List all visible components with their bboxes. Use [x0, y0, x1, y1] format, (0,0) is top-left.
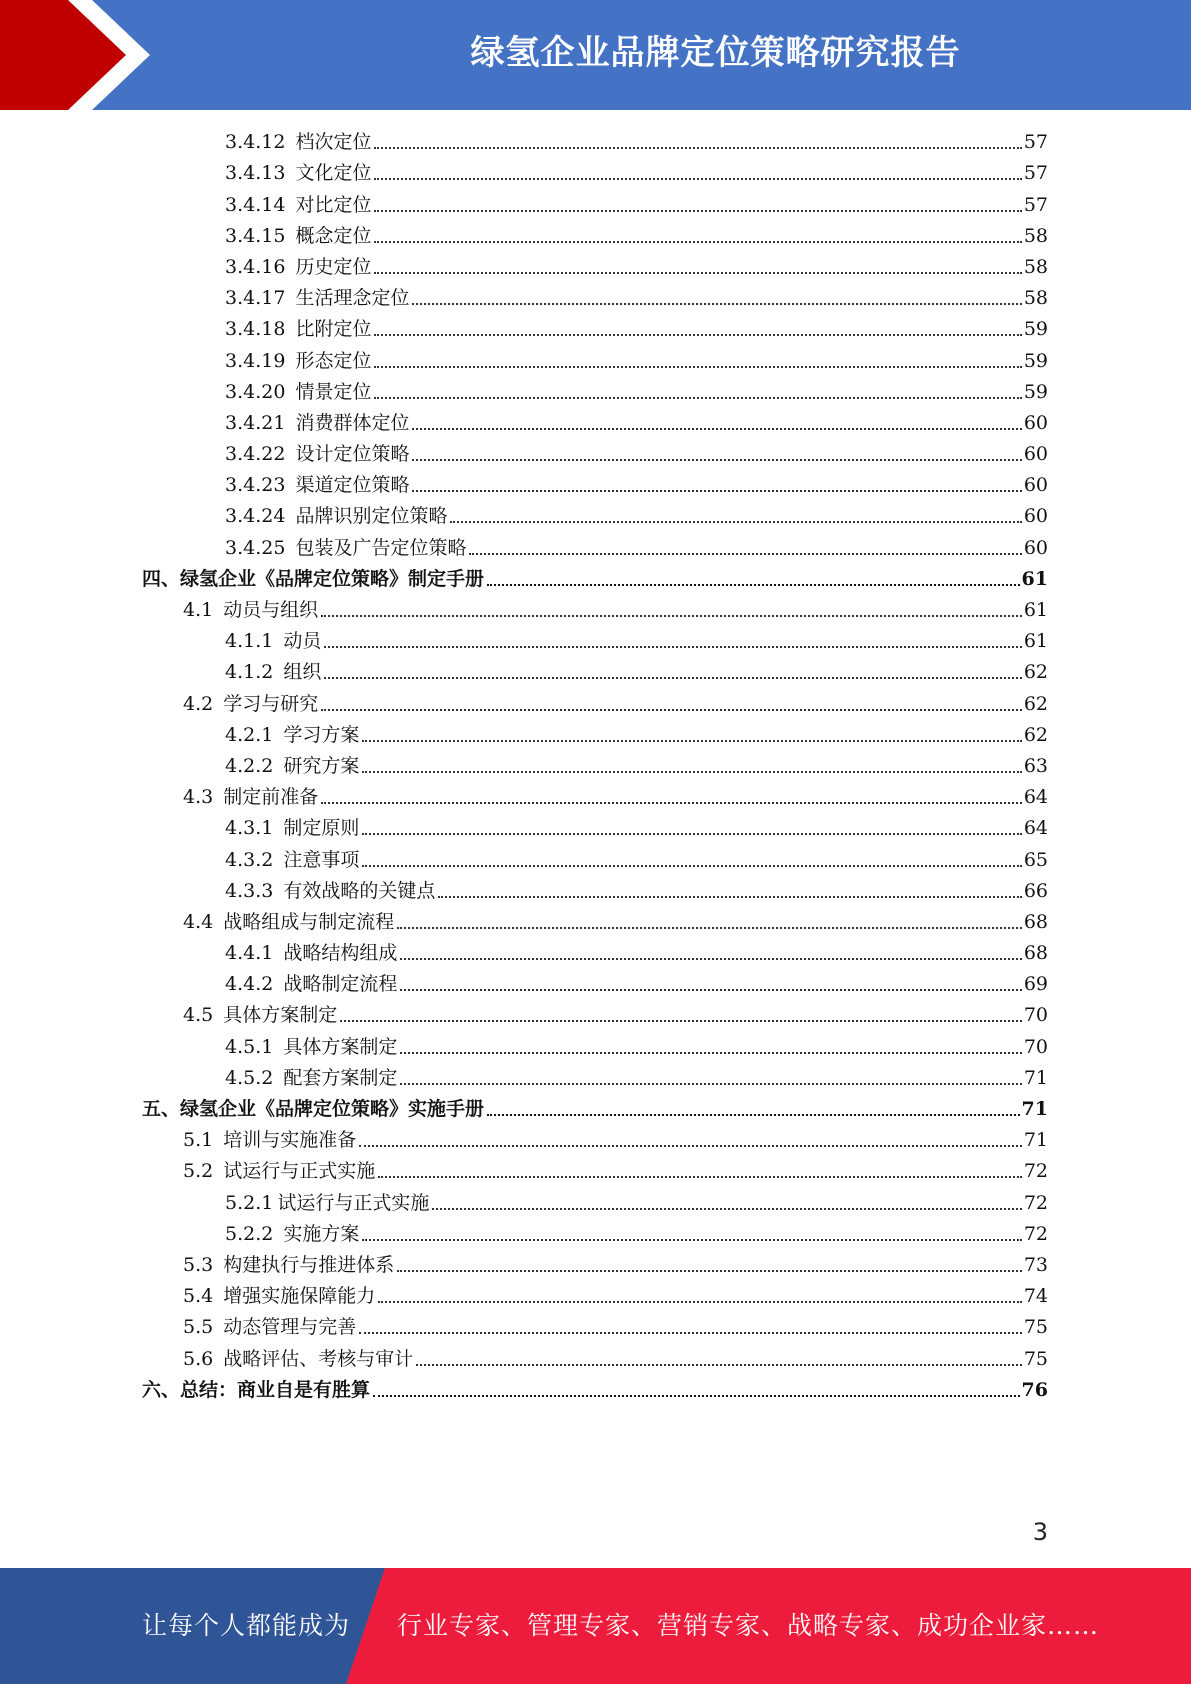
toc-entry-number: 5.6 — [183, 1347, 214, 1370]
toc-entry-line — [225, 660, 1048, 684]
toc-entry-number: 4.4 — [183, 910, 214, 933]
toc-entry-label: 增强实施保障能力 — [223, 1285, 376, 1308]
toc-entry-label: 试运行与正式实施 — [223, 1160, 376, 1183]
toc-entry-label: 文化定位 — [295, 162, 372, 185]
toc-entry-line — [225, 193, 1048, 217]
toc-entry-label: 动员 — [283, 630, 322, 653]
toc-entry[interactable] — [0, 875, 1191, 906]
toc-entry[interactable] — [0, 1218, 1191, 1249]
toc-entry-number: 3.4.14 — [225, 193, 286, 216]
toc-entry-number: 3.4.21 — [225, 411, 286, 434]
page-number: 3 — [1032, 1518, 1048, 1546]
toc-entry-page: 60 — [1023, 443, 1048, 466]
toc-entry-line — [183, 598, 1048, 622]
toc-entry[interactable] — [0, 1124, 1191, 1155]
toc-entry-line — [183, 1159, 1048, 1183]
toc-entry-line — [225, 972, 1048, 996]
toc-entry-line — [183, 1347, 1048, 1371]
toc-entry-page: 59 — [1023, 380, 1048, 403]
toc-entry-number: 5.1 — [183, 1129, 214, 1152]
toc-entry-line — [225, 629, 1048, 653]
toc-entry-line — [183, 1315, 1048, 1339]
toc-entry-number: 4.2.2 — [225, 754, 274, 777]
toc-entry-number: 4.5 — [183, 1004, 214, 1027]
toc-entry-line — [183, 785, 1048, 809]
toc-entry[interactable] — [0, 376, 1191, 407]
toc-entry-label: 制定原则 — [283, 817, 360, 840]
toc-entry-line — [183, 1253, 1048, 1277]
toc-entry-number: 4.3.3 — [225, 879, 274, 902]
toc-entry-page: 71 — [1021, 1098, 1048, 1120]
toc-entry-page: 60 — [1023, 411, 1048, 434]
table-of-contents — [0, 126, 1191, 1405]
toc-entry-number: 3.4.18 — [225, 318, 286, 341]
toc-entry-line — [225, 380, 1048, 404]
toc-dot-leader — [412, 459, 1021, 461]
toc-entry-line — [225, 286, 1048, 310]
toc-entry-number: 4.4.2 — [225, 973, 274, 996]
toc-entry[interactable] — [0, 282, 1191, 313]
toc-entry[interactable] — [0, 1186, 1191, 1217]
toc-dot-leader — [359, 1145, 1022, 1147]
toc-entry-number: 5.5 — [183, 1316, 214, 1339]
toc-entry-label: 形态定位 — [295, 349, 372, 372]
toc-dot-leader — [378, 1176, 1022, 1178]
toc-entry-page: 64 — [1023, 786, 1048, 809]
toc-entry[interactable] — [0, 407, 1191, 438]
toc-entry-number: 4.5.2 — [225, 1066, 274, 1089]
toc-entry-line — [183, 1284, 1048, 1308]
toc-entry[interactable] — [0, 594, 1191, 625]
toc-entry-label: 渠道定位策略 — [295, 474, 410, 497]
toc-entry-line — [225, 161, 1048, 185]
toc-entry-line — [183, 1003, 1048, 1027]
toc-entry-line — [142, 1097, 1048, 1121]
toc-entry[interactable] — [0, 812, 1191, 843]
toc-entry-number: 3.4.17 — [225, 287, 286, 310]
toc-entry-label: 比附定位 — [295, 318, 372, 341]
toc-entry[interactable] — [0, 843, 1191, 874]
toc-entry-page: 61 — [1023, 599, 1048, 621]
toc-entry-page: 76 — [1021, 1378, 1048, 1401]
toc-entry[interactable] — [0, 126, 1191, 157]
toc-dot-leader — [362, 865, 1021, 867]
toc-entry-page: 69 — [1023, 973, 1048, 996]
toc-entry-line — [225, 941, 1048, 965]
toc-entry-number: 4.2.1 — [225, 723, 274, 746]
toc-dot-leader — [438, 896, 1021, 898]
toc-entry-page: 57 — [1023, 193, 1048, 216]
toc-entry-number: 4.2 — [183, 692, 214, 715]
toc-entry-label: 组织 — [283, 661, 322, 684]
toc-dot-leader — [378, 1301, 1022, 1303]
toc-entry-label: 概念定位 — [295, 224, 372, 247]
toc-entry[interactable] — [0, 157, 1191, 188]
toc-entry-label: 品牌识别定位策略 — [295, 505, 448, 528]
toc-dot-leader — [362, 771, 1021, 773]
toc-entry[interactable] — [0, 1280, 1191, 1311]
toc-entry-line — [225, 1035, 1048, 1059]
toc-entry-page: 72 — [1023, 1222, 1048, 1245]
toc-entry-label: 对比定位 — [295, 193, 372, 216]
toc-dot-leader — [362, 740, 1021, 742]
toc-dot-leader — [412, 428, 1021, 430]
toc-dot-leader — [324, 677, 1021, 679]
toc-dot-leader — [450, 521, 1021, 523]
toc-dot-leader — [487, 584, 1020, 586]
toc-entry-label: 四、绿氢企业《品牌定位策略》制定手册 — [142, 567, 485, 590]
toc-entry-page: 74 — [1023, 1285, 1048, 1308]
toc-dot-leader — [359, 1332, 1022, 1334]
toc-dot-leader — [324, 646, 1021, 648]
toc-entry-number: 3.4.19 — [225, 349, 286, 372]
toc-entry-page: 72 — [1023, 1160, 1048, 1183]
toc-entry-label: 消费群体定位 — [295, 411, 410, 434]
toc-entry-number: 4.4.1 — [225, 942, 274, 965]
toc-entry-number: 3.4.13 — [225, 162, 286, 185]
toc-entry-page: 62 — [1023, 723, 1048, 746]
toc-entry-line — [225, 723, 1048, 747]
toc-entry-number: 3.4.12 — [225, 131, 286, 154]
toc-entry-page: 59 — [1023, 318, 1048, 341]
toc-entry-label: 培训与实施准备 — [223, 1129, 357, 1152]
toc-entry[interactable] — [0, 1342, 1191, 1373]
toc-dot-leader — [374, 147, 1021, 149]
toc-entry[interactable] — [0, 999, 1191, 1030]
toc-entry-line — [142, 567, 1048, 591]
toc-entry-page: 58 — [1023, 224, 1048, 247]
toc-entry-line — [225, 1222, 1048, 1246]
toc-dot-leader — [400, 1052, 1021, 1054]
toc-dot-leader — [400, 989, 1021, 991]
toc-dot-leader — [374, 334, 1021, 336]
toc-entry-page: 60 — [1023, 505, 1048, 528]
toc-entry-number: 3.4.23 — [225, 474, 286, 497]
toc-dot-leader — [397, 1270, 1022, 1272]
toc-entry-label: 学习方案 — [283, 723, 360, 746]
toc-entry-page: 58 — [1023, 255, 1048, 278]
toc-dot-leader — [321, 615, 1022, 617]
toc-dot-leader — [374, 210, 1021, 212]
toc-entry[interactable] — [0, 531, 1191, 562]
toc-entry[interactable] — [0, 313, 1191, 344]
toc-entry[interactable] — [0, 1155, 1191, 1186]
toc-entry-number: 5.2.1 — [225, 1191, 274, 1214]
toc-dot-leader — [397, 927, 1022, 929]
toc-entry-line — [183, 692, 1048, 716]
footer-slogan-left: 让每个人都能成为 — [142, 1611, 351, 1640]
toc-entry-label: 制定前准备 — [223, 786, 319, 809]
toc-entry[interactable] — [0, 968, 1191, 999]
toc-entry-page: 58 — [1023, 287, 1048, 310]
toc-entry-page: 70 — [1023, 1035, 1048, 1058]
toc-entry-label: 战略组成与制定流程 — [223, 910, 395, 933]
toc-entry[interactable] — [0, 188, 1191, 219]
footer-slogan-right: 行业专家、管理专家、营销专家、战略专家、成功企业家…… — [397, 1611, 1100, 1640]
toc-entry-line — [183, 910, 1048, 934]
toc-entry-label: 动态管理与完善 — [223, 1316, 357, 1339]
toc-entry[interactable] — [0, 344, 1191, 375]
toc-entry-label: 试运行与正式实施 — [277, 1191, 430, 1214]
toc-entry-number: 4.3.2 — [225, 848, 274, 871]
toc-entry-page: 68 — [1023, 942, 1048, 965]
toc-entry-line — [225, 536, 1048, 560]
toc-entry[interactable] — [0, 1249, 1191, 1280]
toc-dot-leader — [416, 1364, 1022, 1366]
toc-entry-label: 六、总结：商业自是有胜算 — [142, 1378, 371, 1401]
toc-entry-page: 62 — [1023, 692, 1048, 715]
toc-dot-leader — [374, 178, 1021, 180]
toc-entry-label: 五、绿氢企业《品牌定位策略》实施手册 — [142, 1098, 485, 1120]
toc-entry-page: 72 — [1023, 1191, 1048, 1214]
toc-entry-line — [225, 255, 1048, 279]
toc-entry-page: 62 — [1023, 661, 1048, 684]
toc-entry-label: 配套方案制定 — [283, 1066, 398, 1089]
toc-dot-leader — [374, 272, 1021, 274]
toc-dot-leader — [374, 366, 1021, 368]
toc-entry-page: 68 — [1023, 910, 1048, 933]
toc-entry-number: 3.4.25 — [225, 536, 286, 559]
toc-entry[interactable] — [0, 220, 1191, 251]
toc-entry-number: 3.4.15 — [225, 224, 286, 247]
toc-entry-label: 具体方案制定 — [223, 1004, 338, 1027]
toc-entry-number: 3.4.16 — [225, 255, 286, 278]
toc-entry-number: 5.2.2 — [225, 1222, 274, 1245]
toc-entry-label: 战略评估、考核与审计 — [223, 1347, 414, 1370]
toc-entry-line — [225, 473, 1048, 497]
toc-entry-line — [225, 754, 1048, 778]
toc-dot-leader — [412, 490, 1021, 492]
toc-entry-page: 60 — [1023, 536, 1048, 559]
toc-entry-label: 设计定位策略 — [295, 443, 410, 466]
toc-entry-page: 59 — [1023, 349, 1048, 372]
toc-entry-page: 60 — [1023, 474, 1048, 497]
toc-entry-label: 情景定位 — [295, 380, 372, 403]
toc-entry-number: 5.4 — [183, 1285, 214, 1308]
toc-entry-number: 4.1 — [183, 599, 214, 621]
document-title: 绿氢企业品牌定位策略研究报告 — [470, 33, 961, 73]
toc-dot-leader — [340, 1020, 1022, 1022]
toc-entry[interactable] — [0, 1062, 1191, 1093]
toc-entry-label: 档次定位 — [295, 131, 372, 154]
toc-entry-page: 63 — [1023, 754, 1048, 777]
toc-entry[interactable] — [0, 937, 1191, 968]
toc-dot-leader — [400, 958, 1021, 960]
toc-entry[interactable] — [0, 906, 1191, 937]
toc-entry-page: 57 — [1023, 162, 1048, 185]
toc-entry-page: 61 — [1023, 630, 1048, 653]
toc-entry-line — [183, 1128, 1048, 1152]
toc-entry-label: 注意事项 — [283, 848, 360, 871]
toc-dot-leader — [321, 709, 1022, 711]
toc-entry-line — [225, 1191, 1048, 1215]
toc-entry[interactable] — [0, 1374, 1191, 1405]
toc-entry-line — [225, 130, 1048, 154]
toc-entry-line — [225, 816, 1048, 840]
toc-entry[interactable] — [0, 1030, 1191, 1061]
toc-entry-line — [225, 879, 1048, 903]
toc-entry-line — [225, 848, 1048, 872]
toc-entry-page: 57 — [1023, 131, 1048, 154]
toc-dot-leader — [432, 1208, 1021, 1210]
toc-entry-number: 3.4.20 — [225, 380, 286, 403]
toc-entry-number: 4.3.1 — [225, 817, 274, 840]
toc-entry[interactable] — [0, 687, 1191, 718]
toc-entry[interactable] — [0, 1311, 1191, 1342]
toc-dot-leader — [374, 241, 1021, 243]
toc-entry[interactable] — [0, 656, 1191, 687]
toc-entry-number: 5.3 — [183, 1253, 214, 1276]
toc-entry-page: 75 — [1023, 1316, 1048, 1339]
toc-entry-number: 3.4.24 — [225, 505, 286, 528]
toc-entry-label: 具体方案制定 — [283, 1035, 398, 1058]
toc-entry-page: 73 — [1023, 1253, 1048, 1276]
toc-entry-number: 4.1.2 — [225, 661, 274, 684]
toc-entry-label: 包装及广告定位策略 — [295, 536, 467, 559]
toc-entry[interactable] — [0, 563, 1191, 594]
toc-entry-line — [225, 442, 1048, 466]
toc-entry-line — [225, 1066, 1048, 1090]
toc-entry-page: 66 — [1023, 879, 1048, 902]
toc-entry-number: 4.5.1 — [225, 1035, 274, 1058]
toc-entry[interactable] — [0, 438, 1191, 469]
toc-entry-page: 70 — [1023, 1004, 1048, 1027]
footer-banner — [0, 1568, 1191, 1684]
toc-dot-leader — [469, 553, 1021, 555]
toc-entry-label: 研究方案 — [283, 754, 360, 777]
toc-dot-leader — [400, 1083, 1021, 1085]
toc-entry-number: 4.3 — [183, 786, 214, 809]
toc-entry-line — [225, 349, 1048, 373]
toc-entry-page: 64 — [1023, 817, 1048, 840]
toc-entry-page: 75 — [1023, 1347, 1048, 1370]
toc-entry-label: 实施方案 — [283, 1222, 360, 1245]
toc-entry-page: 71 — [1023, 1129, 1048, 1152]
toc-entry-page: 71 — [1023, 1066, 1048, 1089]
toc-entry[interactable] — [0, 469, 1191, 500]
toc-entry[interactable] — [0, 251, 1191, 282]
toc-entry-page: 65 — [1023, 848, 1048, 871]
toc-entry-number: 5.2 — [183, 1160, 214, 1183]
toc-entry-label: 历史定位 — [295, 255, 372, 278]
toc-entry-number: 3.4.22 — [225, 443, 286, 466]
toc-entry[interactable] — [0, 625, 1191, 656]
toc-entry[interactable] — [0, 750, 1191, 781]
toc-entry-label: 有效战略的关键点 — [283, 879, 436, 902]
toc-entry-line — [225, 224, 1048, 248]
toc-dot-leader — [373, 1395, 1020, 1397]
toc-entry[interactable] — [0, 781, 1191, 812]
toc-entry[interactable] — [0, 1093, 1191, 1124]
toc-dot-leader — [412, 303, 1021, 305]
header-banner — [0, 0, 1191, 110]
toc-entry-label: 战略制定流程 — [283, 973, 398, 996]
toc-entry-label: 学习与研究 — [223, 692, 319, 715]
toc-entry-line — [225, 504, 1048, 528]
toc-entry-line — [225, 317, 1048, 341]
toc-dot-leader — [362, 833, 1021, 835]
toc-entry-number: 4.1.1 — [225, 630, 274, 653]
toc-entry-label: 战略结构组成 — [283, 942, 398, 965]
toc-entry-label: 构建执行与推进体系 — [223, 1253, 395, 1276]
toc-entry-page: 61 — [1021, 567, 1048, 590]
toc-entry-line — [225, 411, 1048, 435]
toc-entry[interactable] — [0, 500, 1191, 531]
toc-dot-leader — [321, 802, 1022, 804]
toc-entry-label: 生活理念定位 — [295, 287, 410, 310]
toc-dot-leader — [362, 1239, 1021, 1241]
toc-entry-line — [142, 1378, 1048, 1402]
toc-dot-leader — [374, 397, 1021, 399]
toc-dot-leader — [487, 1114, 1020, 1116]
toc-entry[interactable] — [0, 719, 1191, 750]
toc-entry-label: 动员与组织 — [223, 599, 319, 621]
